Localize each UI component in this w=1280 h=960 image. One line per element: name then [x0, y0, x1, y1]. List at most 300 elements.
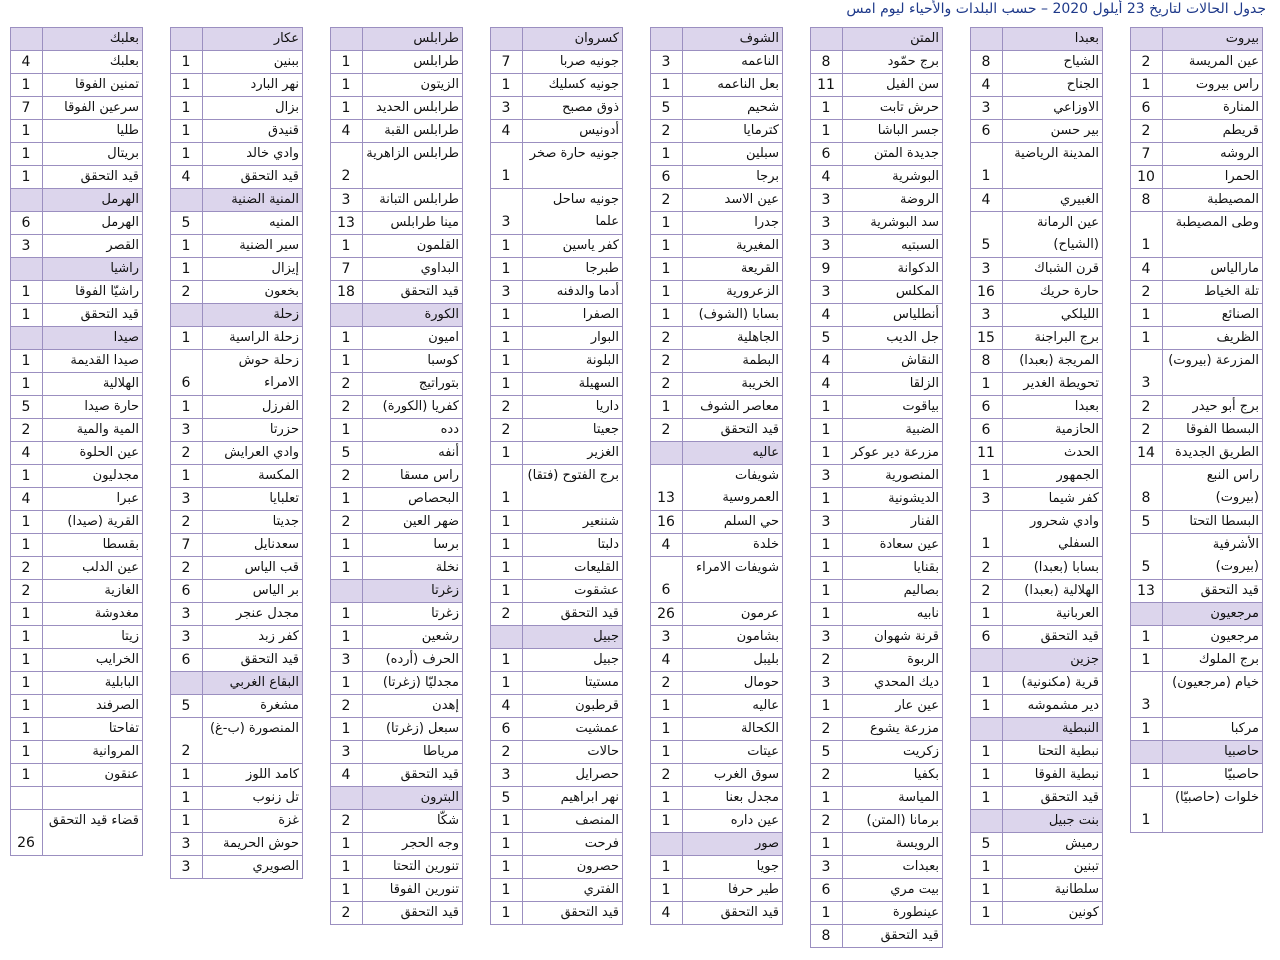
- locality-name: السهيلة: [522, 373, 622, 395]
- locality-name: المنصورية: [842, 465, 942, 487]
- locality-name: عين الدلب: [42, 557, 142, 579]
- locality-row: [11, 764, 143, 787]
- locality-name: قيد التحقق: [1162, 580, 1262, 602]
- locality-name: شكّا: [362, 810, 462, 832]
- locality-name: جونيه ساحل علما: [522, 189, 622, 234]
- locality-name: بعلبك: [42, 51, 142, 73]
- case-count: 5: [341, 445, 351, 461]
- case-count: 4: [21, 445, 31, 461]
- locality-name: حزرتا: [202, 419, 302, 441]
- locality-row: [811, 833, 943, 856]
- case-count: 1: [981, 744, 991, 760]
- district-header-row: [11, 28, 143, 51]
- case-count: 2: [181, 743, 191, 759]
- locality-row: [1131, 327, 1263, 350]
- locality-name: الهلالية: [42, 373, 142, 395]
- case-count: 1: [661, 399, 671, 415]
- district-column: [650, 27, 783, 925]
- case-count: 3: [981, 491, 991, 507]
- locality-name: الليلكي: [1002, 304, 1102, 326]
- locality-row: [491, 304, 623, 327]
- district-name: بعلبك: [42, 28, 142, 50]
- case-count: 2: [1141, 54, 1151, 70]
- case-count: 2: [1141, 123, 1151, 139]
- district-column: [490, 27, 623, 925]
- locality-name: حي السلم: [682, 511, 782, 533]
- locality-name: مجدليون: [42, 465, 142, 487]
- locality-name: كفر ياسين: [522, 235, 622, 257]
- case-count: 1: [341, 491, 351, 507]
- locality-row: [811, 649, 943, 672]
- locality-name: جونيه كسليك: [522, 74, 622, 96]
- case-count: 1: [21, 353, 31, 369]
- case-count: 1: [501, 675, 511, 691]
- district-name: الشوف: [682, 28, 782, 50]
- locality-row: [1131, 419, 1263, 442]
- case-count: 1: [21, 376, 31, 392]
- locality-name: المكلس: [842, 281, 942, 303]
- locality-row: [1131, 350, 1263, 396]
- locality-name: البوار: [522, 327, 622, 349]
- locality-name: الغزير: [522, 442, 622, 464]
- case-count: [971, 649, 1001, 671]
- case-count: 1: [21, 652, 31, 668]
- locality-row: [491, 856, 623, 879]
- locality-row: [171, 787, 303, 810]
- case-count: 1: [341, 238, 351, 254]
- case-count: 5: [501, 790, 511, 806]
- case-count: 1: [1141, 812, 1151, 828]
- case-count: 1: [341, 836, 351, 852]
- case-count: 2: [341, 168, 351, 184]
- case-count: 1: [661, 859, 671, 875]
- district-header-row: [331, 304, 463, 327]
- locality-name: تبنين: [1002, 856, 1102, 878]
- case-count: 1: [821, 537, 831, 553]
- locality-name: قرية (مكنونية): [1002, 672, 1102, 694]
- locality-name: جديدة المتن: [842, 143, 942, 165]
- case-count: 1: [661, 721, 671, 737]
- district-header-row: [171, 304, 303, 327]
- case-count: 1: [981, 905, 991, 921]
- case-count: 7: [501, 54, 511, 70]
- district-header-row: [971, 718, 1103, 741]
- locality-name: برج حمّود: [842, 51, 942, 73]
- case-count: 8: [1141, 490, 1151, 506]
- case-count: 2: [661, 353, 671, 369]
- case-count: 3: [821, 468, 831, 484]
- locality-name: قيد التحقق: [362, 902, 462, 924]
- locality-name: قب الياس: [202, 557, 302, 579]
- case-count: 2: [21, 560, 31, 576]
- locality-name: حارة صيدا: [42, 396, 142, 418]
- case-count: 4: [21, 54, 31, 70]
- case-count: 1: [341, 54, 351, 70]
- case-count: 1: [341, 560, 351, 576]
- locality-row: [1131, 51, 1263, 74]
- locality-name: إيزال: [202, 258, 302, 280]
- case-count: 1: [981, 767, 991, 783]
- locality-row: [331, 465, 463, 488]
- locality-name: الفرزل: [202, 396, 302, 418]
- locality-row: [811, 373, 943, 396]
- locality-row: [811, 304, 943, 327]
- case-count: 3: [341, 744, 351, 760]
- locality-name: المنيه: [202, 212, 302, 234]
- locality-row: [811, 442, 943, 465]
- locality-name: الطريق الجديدة: [1162, 442, 1262, 464]
- locality-name: غزة: [202, 810, 302, 832]
- locality-row: [651, 856, 783, 879]
- locality-name: الهلالية (بعبدا): [1002, 580, 1102, 602]
- locality-row: [971, 143, 1103, 189]
- locality-name: طرابلس الزاهرية: [362, 143, 462, 188]
- locality-row: [491, 672, 623, 695]
- locality-name: بر الياس: [202, 580, 302, 602]
- locality-row: [651, 672, 783, 695]
- locality-name: طرابلس: [362, 51, 462, 73]
- locality-name: مزرعة يشوع: [842, 718, 942, 740]
- case-count: 1: [21, 537, 31, 553]
- locality-name: طليا: [42, 120, 142, 142]
- locality-name: سن الفيل: [842, 74, 942, 96]
- locality-row: [971, 741, 1103, 764]
- locality-row: [811, 741, 943, 764]
- locality-row: [811, 557, 943, 580]
- case-count: [971, 718, 1001, 740]
- locality-name: الفتري: [522, 879, 622, 901]
- locality-row: [11, 580, 143, 603]
- locality-row: [651, 373, 783, 396]
- locality-row: [1131, 649, 1263, 672]
- district-name: حاصبيا: [1162, 741, 1262, 763]
- locality-name: الغازية: [42, 580, 142, 602]
- case-count: 3: [21, 238, 31, 254]
- case-count: [651, 833, 681, 855]
- locality-row: [811, 97, 943, 120]
- locality-name: ببنين: [202, 51, 302, 73]
- locality-row: [651, 649, 783, 672]
- locality-row: [971, 350, 1103, 373]
- locality-name: داريا: [522, 396, 622, 418]
- locality-name: ضهر العين: [362, 511, 462, 533]
- case-count: 1: [821, 100, 831, 116]
- case-count: [171, 189, 201, 211]
- locality-row: [491, 465, 623, 511]
- case-count: 5: [661, 100, 671, 116]
- case-count: 1: [661, 261, 671, 277]
- locality-row: [11, 695, 143, 718]
- case-count: 6: [1141, 100, 1151, 116]
- locality-row: [491, 396, 623, 419]
- locality-name: مجدل بعنا: [682, 787, 782, 809]
- locality-name: برج البراجنة: [1002, 327, 1102, 349]
- case-count: [171, 28, 201, 50]
- locality-name: زيتا: [42, 626, 142, 648]
- locality-name: ديك المحدي: [842, 672, 942, 694]
- locality-name: تنورين التحتا: [362, 856, 462, 878]
- locality-row: [1131, 764, 1263, 787]
- locality-row: [171, 51, 303, 74]
- district-header-row: [1131, 28, 1263, 51]
- locality-row: [811, 626, 943, 649]
- district-column: [170, 27, 303, 879]
- locality-name: تعلبايا: [202, 488, 302, 510]
- locality-name: الصويري: [202, 856, 302, 878]
- case-count: 1: [501, 353, 511, 369]
- locality-row: [331, 626, 463, 649]
- locality-name: وادي خالد: [202, 143, 302, 165]
- locality-name: زكريت: [842, 741, 942, 763]
- case-count: 1: [661, 882, 671, 898]
- case-count: 1: [181, 813, 191, 829]
- locality-name: عين الرمانة (الشياح): [1002, 212, 1102, 257]
- locality-name: تل زنوب: [202, 787, 302, 809]
- district-name: زغرتا: [362, 580, 462, 602]
- case-count: 1: [181, 100, 191, 116]
- locality-row: [651, 465, 783, 511]
- locality-row: [1131, 281, 1263, 304]
- locality-row: [491, 419, 623, 442]
- locality-name: مشغرة: [202, 695, 302, 717]
- case-count: 6: [501, 721, 511, 737]
- locality-row: [971, 327, 1103, 350]
- case-count: 1: [181, 123, 191, 139]
- case-count: 4: [661, 537, 671, 553]
- case-count: 1: [21, 514, 31, 530]
- district-name: الهرمل: [42, 189, 142, 211]
- locality-name: برج الفتوح (فتقا): [522, 465, 622, 510]
- case-count: 1: [181, 767, 191, 783]
- case-count: 2: [501, 744, 511, 760]
- locality-name: القصر: [42, 235, 142, 257]
- locality-name: عاليه: [682, 695, 782, 717]
- district-header-row: [491, 626, 623, 649]
- case-count: 3: [1141, 375, 1151, 391]
- case-count: 3: [821, 675, 831, 691]
- locality-name: زغرتا: [362, 603, 462, 625]
- locality-name: الزيتون: [362, 74, 462, 96]
- locality-name: القريعة: [682, 258, 782, 280]
- district-header-row: [491, 28, 623, 51]
- locality-row: [1131, 442, 1263, 465]
- locality-name: جعيتا: [522, 419, 622, 441]
- locality-row: [971, 833, 1103, 856]
- case-count: 6: [21, 215, 31, 231]
- case-count: 3: [981, 307, 991, 323]
- district-header-row: [171, 189, 303, 212]
- case-count: 1: [181, 146, 191, 162]
- locality-row: [971, 488, 1103, 511]
- case-count: 2: [661, 675, 671, 691]
- locality-row: [971, 902, 1103, 925]
- locality-name: برجا: [682, 166, 782, 188]
- locality-row: [331, 281, 463, 304]
- locality-row: [11, 603, 143, 626]
- locality-name: حصرون: [522, 856, 622, 878]
- locality-row: [971, 511, 1103, 557]
- locality-name: حرش تابت: [842, 97, 942, 119]
- locality-name: الرويسة: [842, 833, 942, 855]
- locality-row: [651, 603, 783, 626]
- case-count: [1131, 28, 1161, 50]
- case-count: 2: [501, 606, 511, 622]
- case-count: 1: [181, 399, 191, 415]
- case-count: 1: [501, 560, 511, 576]
- case-count: 5: [821, 744, 831, 760]
- locality-row: [651, 695, 783, 718]
- locality-name: البطمة: [682, 350, 782, 372]
- district-name: بيروت: [1162, 28, 1262, 50]
- district-name: النبطية: [1002, 718, 1102, 740]
- case-count: 1: [341, 675, 351, 691]
- locality-name: بصاليم: [842, 580, 942, 602]
- case-count: 1: [661, 698, 671, 714]
- case-count: [11, 327, 41, 349]
- locality-row: [171, 856, 303, 879]
- locality-row: [651, 281, 783, 304]
- case-count: 5: [21, 399, 31, 415]
- locality-row: [331, 741, 463, 764]
- locality-row: [491, 511, 623, 534]
- case-count: 1: [981, 859, 991, 875]
- case-count: 1: [21, 744, 31, 760]
- locality-row: [11, 97, 143, 120]
- locality-name: خيام (مرجعيون): [1162, 672, 1262, 717]
- case-count: 2: [21, 422, 31, 438]
- case-count: 1: [501, 905, 511, 921]
- case-count: 1: [341, 100, 351, 116]
- locality-name: حومال: [682, 672, 782, 694]
- locality-row: [331, 603, 463, 626]
- locality-name: حاصبيّا: [1162, 764, 1262, 786]
- case-count: 1: [661, 146, 671, 162]
- locality-row: [331, 74, 463, 97]
- locality-name: وادي شحرور السفلي: [1002, 511, 1102, 556]
- locality-name: البلونة: [522, 350, 622, 372]
- locality-name: المنارة: [1162, 97, 1262, 119]
- locality-row: [331, 856, 463, 879]
- locality-name: تلة الخياط: [1162, 281, 1262, 303]
- locality-name: راس بيروت: [1162, 74, 1262, 96]
- case-count: 1: [21, 123, 31, 139]
- locality-name: الربوة: [842, 649, 942, 671]
- locality-row: [651, 557, 783, 603]
- case-count: 3: [501, 767, 511, 783]
- case-count: 2: [661, 123, 671, 139]
- locality-row: [171, 695, 303, 718]
- locality-name: أدونيس: [522, 120, 622, 142]
- locality-row: [491, 649, 623, 672]
- case-count: [971, 810, 1001, 832]
- case-count: 3: [501, 214, 511, 230]
- case-count: 1: [821, 422, 831, 438]
- locality-name: كوسبا: [362, 350, 462, 372]
- locality-name: مرياطا: [362, 741, 462, 763]
- case-count: 4: [661, 652, 671, 668]
- case-count: 1: [981, 790, 991, 806]
- locality-row: [1131, 580, 1263, 603]
- locality-name: حالات: [522, 741, 622, 763]
- locality-name: نبطية الفوقا: [1002, 764, 1102, 786]
- locality-name: بعبدا: [1002, 396, 1102, 418]
- locality-row: [11, 626, 143, 649]
- case-count: 8: [821, 928, 831, 944]
- case-count: 3: [821, 859, 831, 875]
- case-count: 8: [1141, 192, 1151, 208]
- locality-name: كفريا (الكورة): [362, 396, 462, 418]
- locality-row: [971, 879, 1103, 902]
- locality-row: [811, 672, 943, 695]
- locality-row: [971, 557, 1103, 580]
- locality-name: بعل الناعمه: [682, 74, 782, 96]
- district-column: [330, 27, 463, 925]
- locality-name: معاصر الشوف: [682, 396, 782, 418]
- case-count: 6: [181, 375, 191, 391]
- district-header-row: [171, 672, 303, 695]
- locality-row: [331, 396, 463, 419]
- locality-name: الناعمه: [682, 51, 782, 73]
- locality-name: الاوزاعي: [1002, 97, 1102, 119]
- case-count: 2: [821, 813, 831, 829]
- locality-name: نبطية التحتا: [1002, 741, 1102, 763]
- district-name: الكورة: [362, 304, 462, 326]
- locality-name: بزال: [202, 97, 302, 119]
- locality-row: [11, 373, 143, 396]
- locality-row: [971, 695, 1103, 718]
- locality-row: [651, 511, 783, 534]
- locality-row: [651, 741, 783, 764]
- locality-row: [1131, 74, 1263, 97]
- district-header-row: [171, 28, 303, 51]
- locality-name: قيد التحقق: [42, 304, 142, 326]
- district-name: صور: [682, 833, 782, 855]
- case-count: 1: [1141, 330, 1151, 346]
- district-header-row: [1131, 741, 1263, 764]
- district-name: عكار: [202, 28, 302, 50]
- case-count: [11, 258, 41, 280]
- locality-row: [171, 534, 303, 557]
- locality-row: [171, 764, 303, 787]
- locality-row: [331, 649, 463, 672]
- locality-row: [331, 810, 463, 833]
- case-count: 1: [21, 146, 31, 162]
- case-count: 1: [21, 307, 31, 323]
- locality-name: بريتال: [42, 143, 142, 165]
- district-name: المنية الضنية: [202, 189, 302, 211]
- locality-row: [651, 258, 783, 281]
- locality-name: قيد التحقق: [522, 902, 622, 924]
- case-count: 1: [1141, 652, 1151, 668]
- case-count: 1: [181, 261, 191, 277]
- locality-row: [1131, 787, 1263, 833]
- locality-row: [171, 166, 303, 189]
- locality-name: قيد التحقق: [682, 902, 782, 924]
- locality-name: تفاحتا: [42, 718, 142, 740]
- locality-name: الغبيري: [1002, 189, 1102, 211]
- locality-name: البابلية: [42, 672, 142, 694]
- case-count: 1: [981, 376, 991, 392]
- locality-name: الصفرا: [522, 304, 622, 326]
- locality-row: [171, 350, 303, 396]
- locality-row: [651, 534, 783, 557]
- case-count: 5: [181, 698, 191, 714]
- locality-row: [811, 51, 943, 74]
- locality-name: كفر شيما: [1002, 488, 1102, 510]
- locality-row: [171, 281, 303, 304]
- locality-name: مغدوشة: [42, 603, 142, 625]
- case-count: 1: [501, 859, 511, 875]
